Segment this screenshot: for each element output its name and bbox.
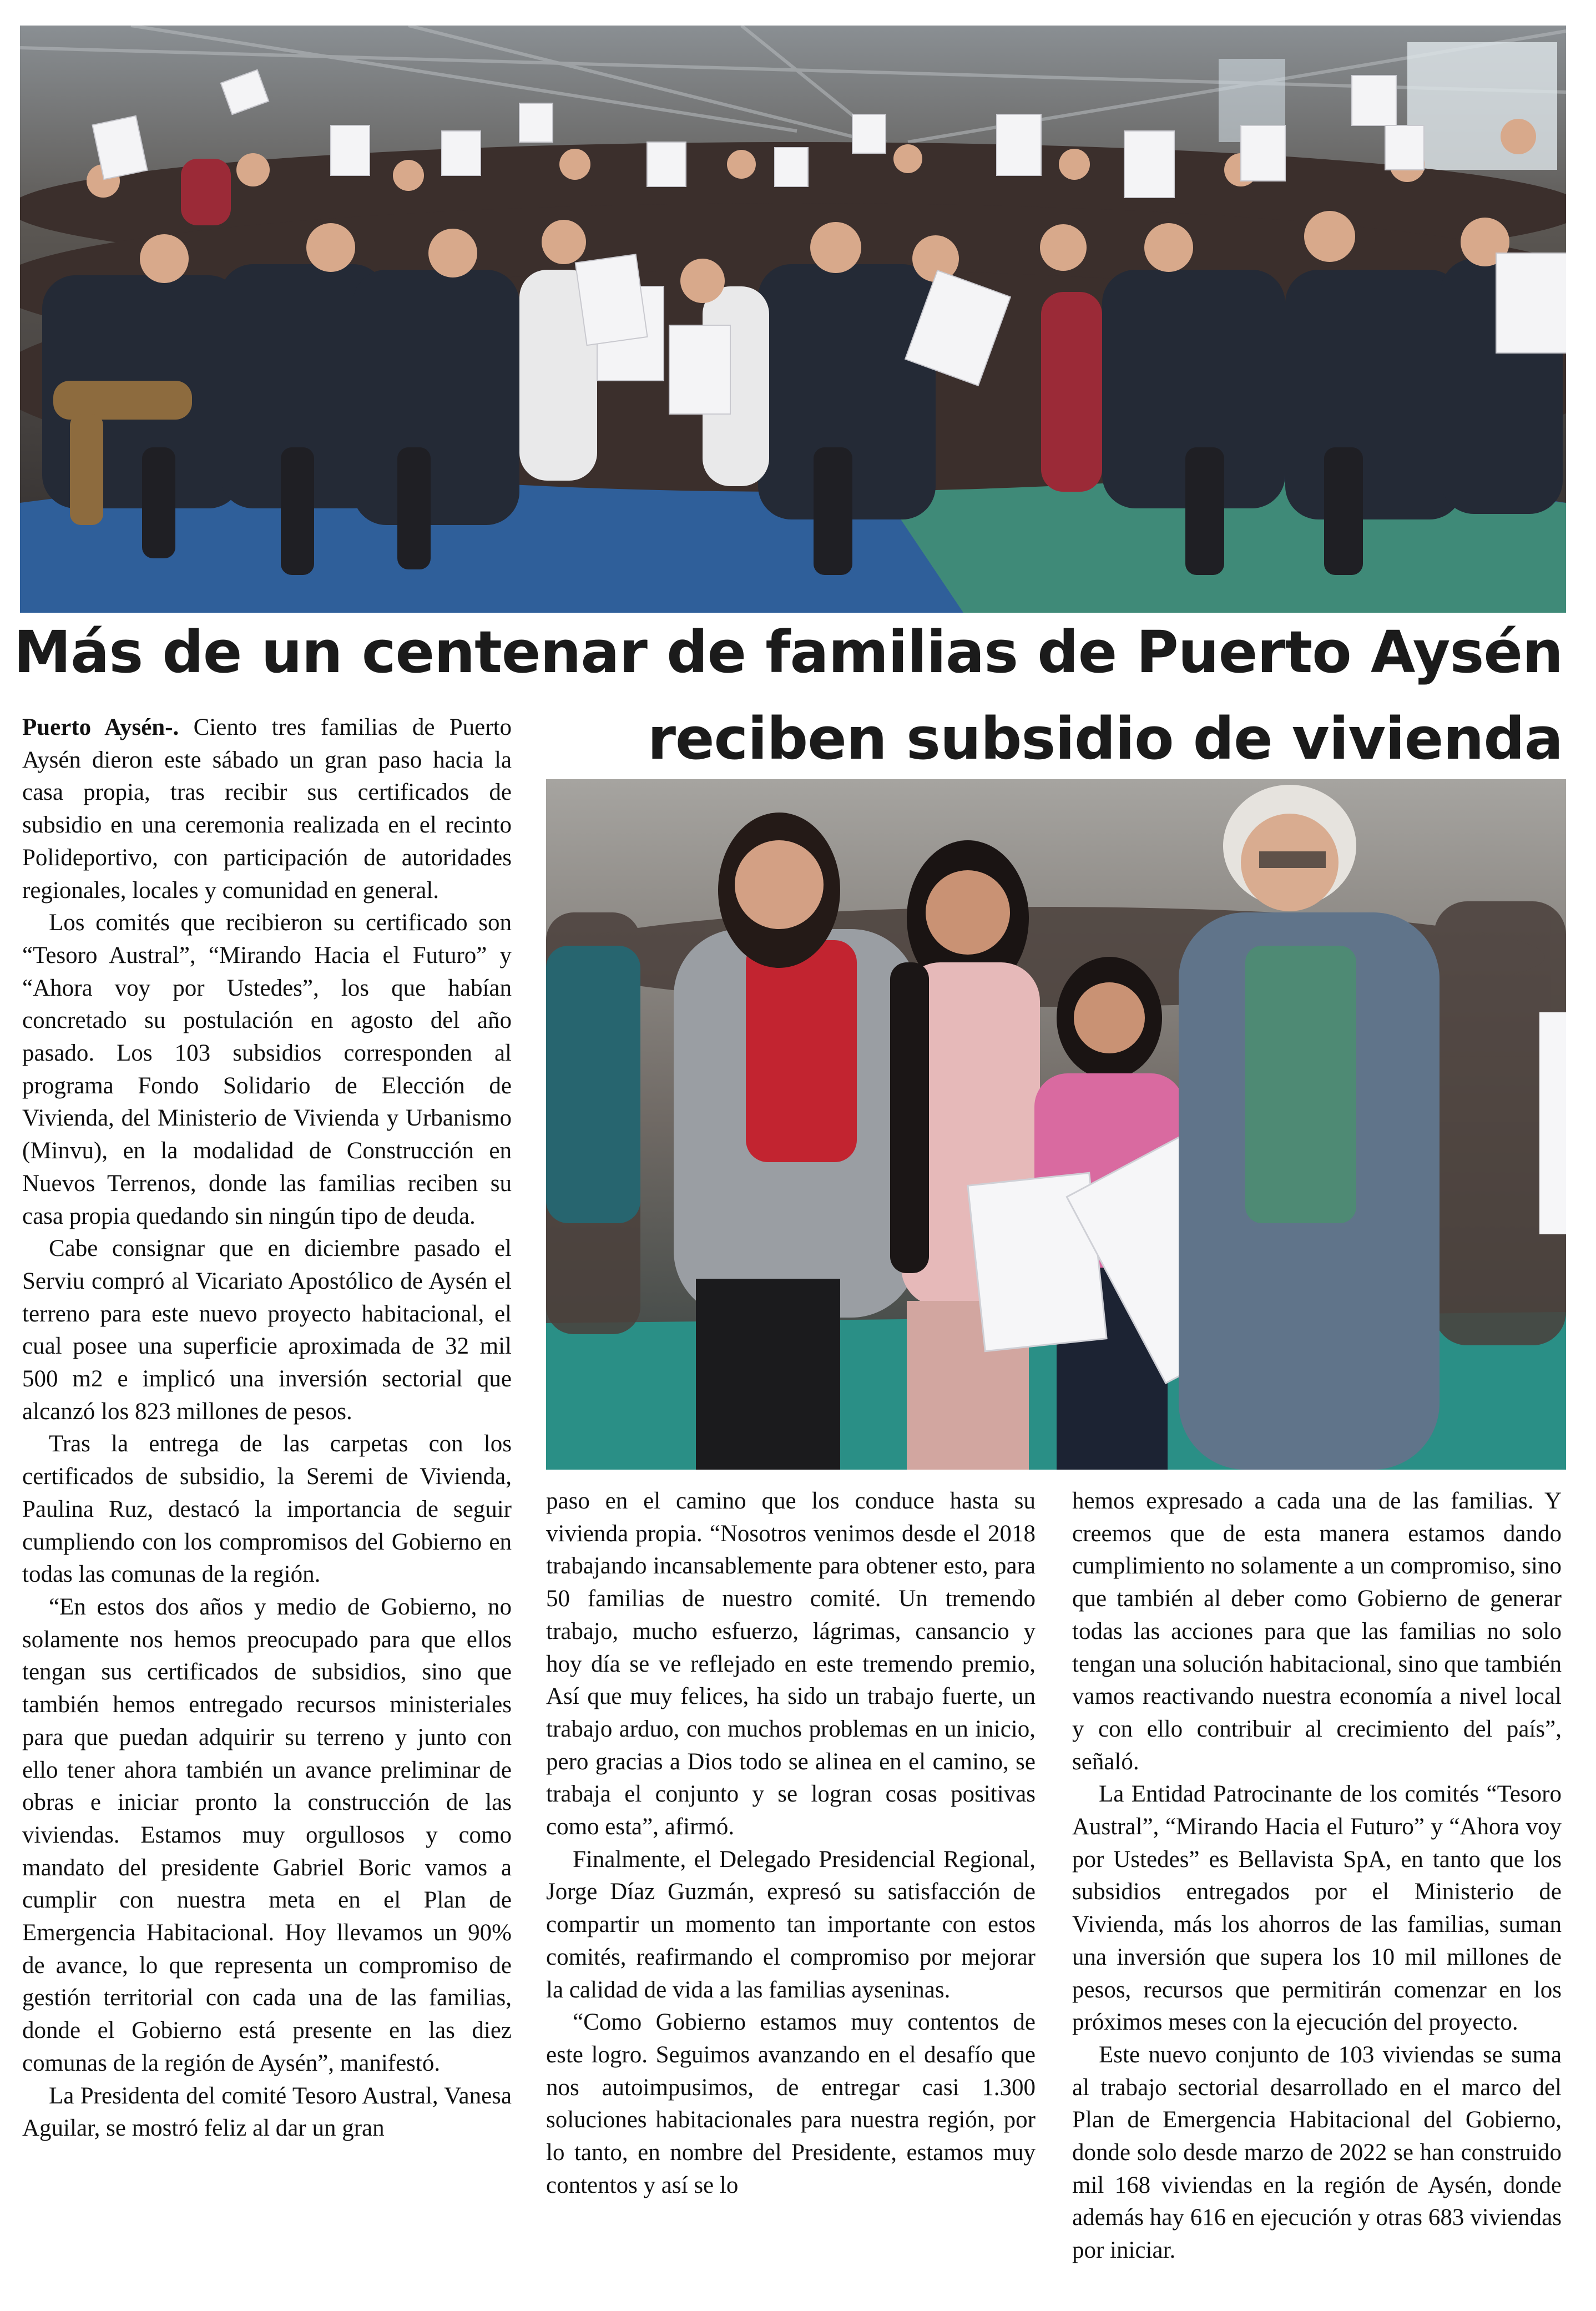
article-paragraph: hemos expresado a cada una de las familias. Y creemos que de esta manera estamos dando cumplimiento no solamente a un compromiso, sino que también al deber como Gobierno de generar todas las acciones para que las familias no solo tengan una solución habitacional, sino que también vamos reactivando nuestra economía a nivel local y con ello contribuir al crecimiento del país”, señaló.	[1072, 1488, 1562, 1775]
family-certificate-photo	[546, 779, 1566, 1470]
article-paragraph: La Entidad Patrocinante de los comités “Tesoro Austral”, “Mirando Hacia el Futuro” y “Ahora voy por Ustedes” es Bellavista SpA, en tanto que los subsidios entregados por el Ministerio de Vivienda, más los ahorros de las familias, suman una inversión que supera los 10 mil millones de pesos, recursos que permitirán comenzar en los próximos meses con la ejecución del proyecto.	[1072, 1781, 1562, 2036]
article-paragraph	[22, 712, 512, 907]
article-paragraph: “En estos dos años y medio de Gobierno, no solamente nos hemos preocupado para que ellos tengan sus certificados de subsidios, sino que también hemos entregado recursos ministeriales para que puedan adquirir su terreno y junto con ello tener ahora también un avance preliminar de obras e iniciar pronto la construcción de las viviendas. Estamos muy orgullosos y como mandato del presidente Gabriel Boric vamos a cumplir con nuestra meta en el Plan de Emergencia Habitacional. Hoy llevamos un 90% de avance, lo que representa un compromiso de gestión territorial con cada una de las familias, donde el Gobierno está presente en las diez comunas de la región de Aysén”, manifestó.	[22, 1593, 512, 2076]
article-paragraph: Este nuevo conjunto de 103 viviendas se suma al trabajo sectorial desarrollado en el marco del Plan de Emergencia Habitacional del Gobierno, donde solo desde marzo de 2022 se han construido mil 168 viviendas en la región de Aysén, donde además hay 616 en ejecución y otras 683 viviendas por iniciar.	[1072, 2041, 1562, 2264]
article-column-3	[1072, 1485, 1562, 2267]
headline-line-1: Más de un centenar de familias de Puerto Aysén	[13, 618, 1563, 686]
article-column-1	[22, 712, 512, 2145]
article-column-2	[546, 1485, 1036, 2202]
lead-text: Ciento tres familias de Puerto Aysén dieron este sábado un gran paso hacia la casa propia, tras recibir sus certificados de subsidio en una ceremonia realizada en el recinto Polideportivo, con participación de autoridades regionales, locales y comunidad en general.	[22, 714, 512, 904]
article-paragraph: Cabe consignar que en diciembre pasado el Serviu compró al Vicariato Apostólico de Aysén el terreno para este nuevo proyecto habitacional, el cual posee una superficie aproximada de 32 mil 500 m2 e implicó una inversión sectorial que alcanzó los 823 millones de pesos.	[22, 1235, 512, 1425]
article-paragraph: “Como Gobierno estamos muy contentos de este logro. Seguimos avanzando en el desafío que nos autoimpusimos, de entregar casi 1.300 soluciones habitacionales para nuestra región, por lo tanto, en nombre del Presidente, estamos muy contentos y así se lo	[546, 2009, 1036, 2198]
article-paragraph: paso en el camino que los conduce hasta su vivienda propia. “Nosotros venimos desde el 2018 trabajando incansablemente para obtener esto, para 50 familias de nuestro comité. Un tremendo trabajo, mucho esfuerzo, lágrimas, cansancio y hoy día se ve reflejado en este tremendo premio, Así que muy felices, ha sido un trabajo fuerte, un trabajo arduo, con muchos problemas en un inicio, pero gracias a Dios todo se alinea en el camino, se trabaja el conjunto y se logran cosas positivas como esta”, afirmó.	[546, 1488, 1036, 1840]
ceremony-group-photo	[20, 26, 1566, 613]
article-paragraph: Los comités que recibieron su certificado son “Tesoro Austral”, “Mirando Hacia el Futuro” y “Ahora voy por Ustedes”, los que habían concretado su postulación en agosto del año pasado. Los 103 subsidios corresponden al programa Fondo Solidario de Elección de Vivienda, del Ministerio de Vivienda y Urbanismo (Minvu), en la modalidad de Construcción en Nuevos Terrenos, donde las familias reciben su casa propia quedando sin ningún tipo de deuda.	[22, 910, 512, 1229]
article-paragraph: La Presidenta del comité Tesoro Austral, Vanesa Aguilar, se mostró feliz al dar un gran	[22, 2082, 512, 2142]
headline-line-2: reciben subsidio de vivienda	[647, 705, 1563, 773]
article-paragraph: Tras la entrega de las carpetas con los certificados de subsidio, la Seremi de Vivienda, Paulina Ruz, destacó la importancia de seguir cumpliendo con los compromisos del Gobierno en todas las comunas de la región.	[22, 1431, 512, 1588]
dateline: Puerto Aysén-.	[22, 714, 179, 740]
article-paragraph: Finalmente, el Delegado Presidencial Regional, Jorge Díaz Guzmán, expresó su satisfacción de compartir un momento tan importante con estos comités, reafirmando el compromiso por mejorar la calidad de vida a las familias ayseninas.	[546, 1846, 1036, 2003]
